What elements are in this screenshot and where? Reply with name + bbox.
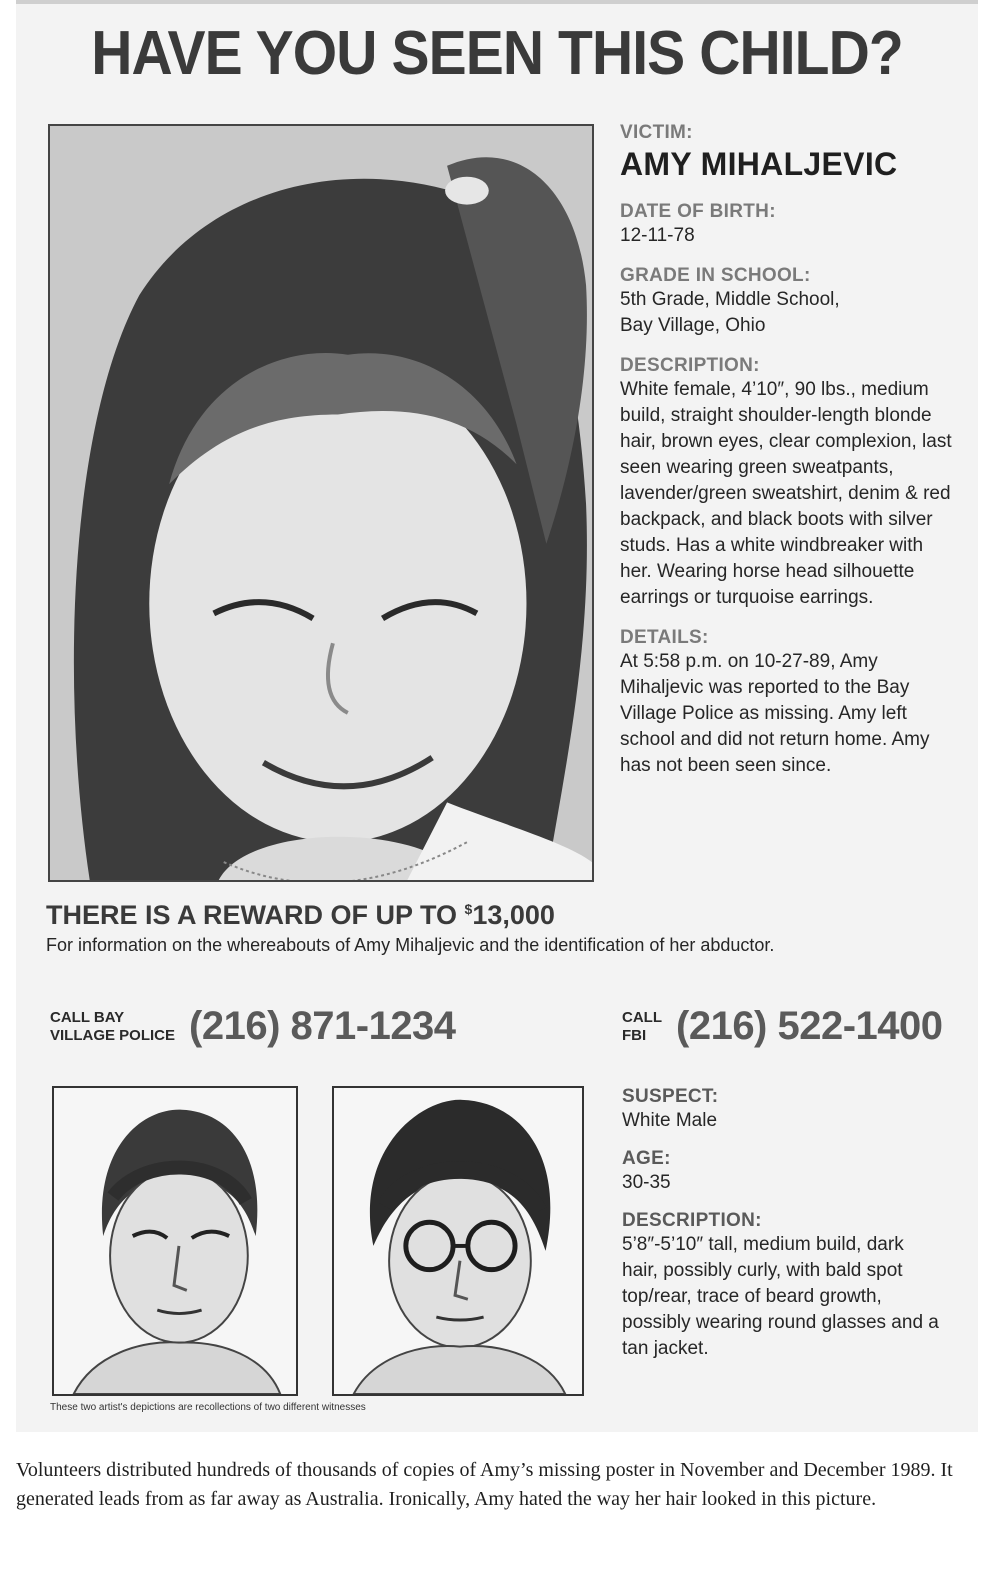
suspect-info — [622, 1086, 942, 1378]
suspect-sketch-1 — [52, 1086, 298, 1396]
footer-caption: Volunteers distributed hundreds of thousands of copies of Amy’s missing poster in November and December 1989. It generated leads from as far away as Australia. Ironically, Amy hated the way her hair looked in this picture. — [16, 1459, 953, 1510]
police-phone-number: (216) 871-1234 — [189, 1004, 456, 1048]
victim-name: AMY MIHALJEVIC — [620, 146, 898, 182]
reward-section — [46, 900, 946, 956]
details-label: DETAILS: — [620, 627, 709, 648]
police-contact — [50, 1004, 456, 1049]
police-label — [50, 1009, 175, 1045]
reward-subtitle: For information on the whereabouts of Amy Mihaljevic and the identification of her abductor. — [46, 935, 775, 955]
grade-label: GRADE IN SCHOOL: — [620, 265, 811, 286]
victim-label: VICTIM: — [620, 122, 693, 143]
fbi-label-line-2: FBI — [622, 1026, 647, 1044]
age-label: AGE: — [622, 1148, 671, 1169]
police-label-line-1: CALL BAY — [50, 1008, 125, 1026]
fbi-contact — [622, 1004, 943, 1049]
dob-value: 12-11-78 — [620, 225, 695, 246]
description-label: DESCRIPTION: — [620, 355, 760, 376]
reward-prefix: THERE IS A REWARD OF UP TO — [46, 900, 465, 930]
suspect-description: 5’8″-5’10″ tall, medium build, dark hair, possibly curly, with bald spot top/rear, trace of beard growth, possibly wearing round glasses and a tan jacket. — [622, 1234, 939, 1359]
reward-currency: $ — [464, 901, 473, 917]
victim-photo — [48, 124, 594, 882]
victim-details: At 5:58 p.m. on 10-27-89, Amy Mihaljevic was reported to the Bay Village Police as missing. Amy left school and did not return home. Amy has not been seen since. — [620, 651, 930, 776]
victim-info — [620, 122, 960, 795]
reward-title — [46, 900, 946, 931]
poster-headline: HAVE YOU SEEN THIS CHILD? — [91, 19, 903, 88]
reward-amount: 13,000 — [472, 900, 555, 930]
fbi-label — [622, 1009, 662, 1045]
police-label-line-2: VILLAGE POLICE — [50, 1026, 176, 1044]
suspect-label: SUSPECT: — [622, 1086, 719, 1107]
sketch-caption: These two artist's depictions are recollections of two different witnesses — [50, 1402, 366, 1413]
grade-line-1: 5th Grade, Middle School, — [620, 289, 840, 310]
age-value: 30-35 — [622, 1172, 671, 1193]
grade-line-2: Bay Village, Ohio — [620, 315, 766, 336]
suspect-description-label: DESCRIPTION: — [622, 1210, 762, 1231]
suspect-value: White Male — [622, 1110, 718, 1131]
grade-value — [620, 287, 960, 339]
victim-description: White female, 4’10″, 90 lbs., medium build, straight shoulder-length blonde hair, brown eyes, clear complexion, last seen wearing green sweatpants, lavender/green sweatshirt, denim & red backpack, and black boots with silver studs. Has a white windbreaker with her. Wearing horse head silhouette earrings or turquoise earrings. — [620, 379, 952, 608]
fbi-label-line-1: CALL — [622, 1008, 662, 1026]
fbi-phone-number: (216) 522-1400 — [676, 1004, 943, 1048]
dob-label: DATE OF BIRTH: — [620, 201, 776, 222]
suspect-sketch-2 — [332, 1086, 584, 1396]
missing-poster — [16, 0, 978, 1432]
